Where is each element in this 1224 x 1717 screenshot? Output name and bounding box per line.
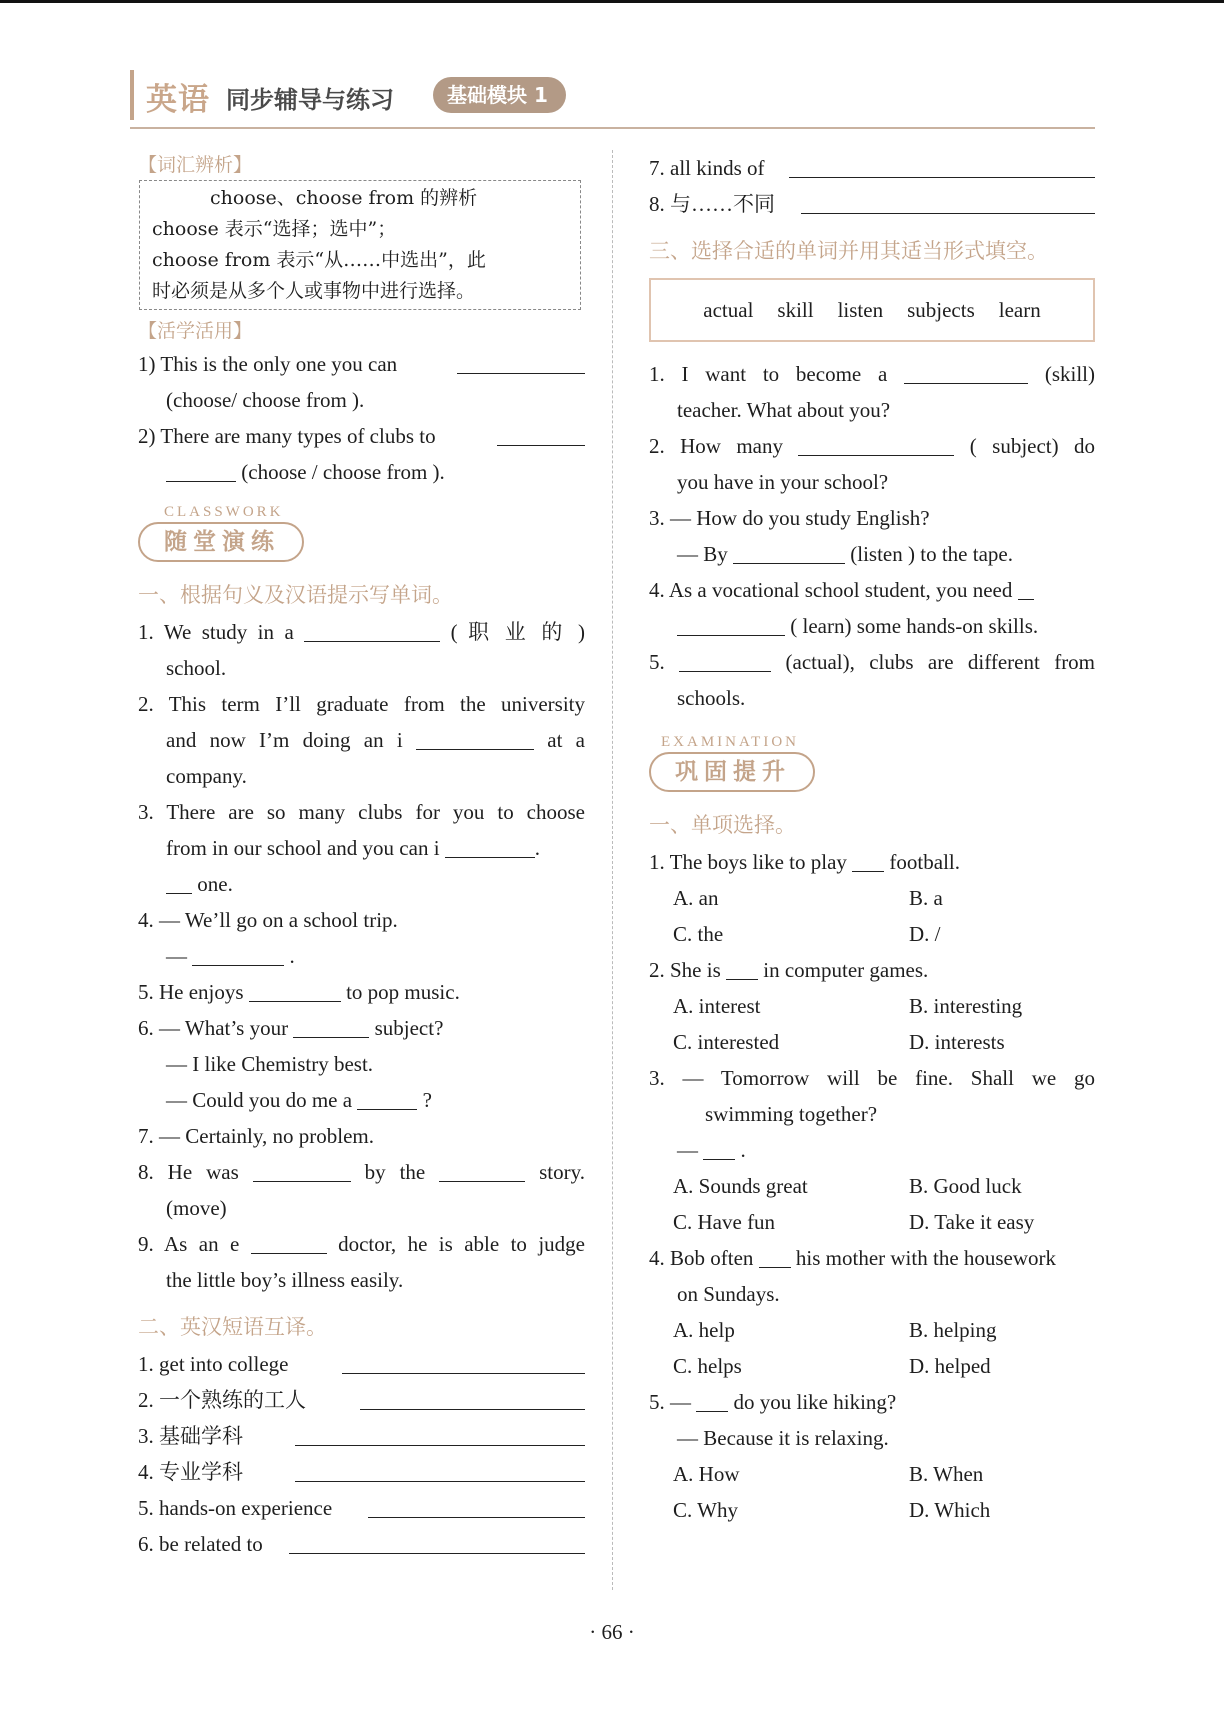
- phrase-item: 7. all kinds of: [649, 150, 1095, 186]
- header-rule: [130, 127, 1095, 129]
- answer-blank[interactable]: [439, 1159, 525, 1182]
- mc-option[interactable]: A. an: [673, 886, 719, 910]
- mc-options: [649, 1492, 1095, 1528]
- section-title: 一、根据句义及汉语提示写单词。: [138, 583, 453, 607]
- question-line: teacher. What about you?: [677, 398, 891, 422]
- mc-option[interactable]: B. a: [909, 886, 943, 910]
- classwork-label-en: CLASSWORK: [164, 504, 284, 520]
- mc-options: [649, 916, 1095, 952]
- question-line: one.: [138, 866, 585, 902]
- mc-option[interactable]: C. helps: [673, 1354, 742, 1378]
- top-border: [0, 0, 1224, 3]
- word-bank: [649, 278, 1095, 342]
- mc-options: [649, 1168, 1095, 1204]
- mc-options: [649, 880, 1095, 916]
- mc-options: [649, 988, 1095, 1024]
- section-title: 一、单项选择。: [649, 813, 796, 837]
- header-subject: 英语: [146, 82, 210, 118]
- mc-option[interactable]: C. interested: [673, 1030, 780, 1054]
- examination-label-en: EXAMINATION: [661, 734, 799, 750]
- question-line: 4. As a vocational school student, you need: [649, 572, 1095, 608]
- question-line: from in our school and you can i .: [166, 836, 541, 860]
- vocab-line: 时必须是从多个人或事物中进行选择。: [152, 280, 476, 302]
- mc-stem: 4. Bob often his mother with the housework: [649, 1246, 1057, 1270]
- answer-blank[interactable]: [696, 1389, 728, 1412]
- question-line: company.: [166, 764, 247, 788]
- question-line: 4. — We’ll go on a school trip.: [138, 908, 398, 932]
- mc-stem: 5. — do you like hiking?: [649, 1390, 897, 1414]
- mc-options: [649, 1024, 1095, 1060]
- mc-stem: 1. The boys like to play football.: [649, 850, 960, 874]
- mc-option[interactable]: B. When: [909, 1462, 984, 1486]
- mc-option[interactable]: B. helping: [909, 1318, 997, 1342]
- question-line: 2. This term I’ll graduate from the university: [138, 692, 585, 716]
- question-line: 8. He was by the story.: [138, 1160, 585, 1184]
- mc-stem: — Because it is relaxing.: [677, 1426, 889, 1450]
- word-bank-item: learn: [998, 297, 1041, 322]
- question-line: 1. We study in a ( 职 业 的 ): [138, 620, 586, 644]
- answer-blank[interactable]: [1018, 577, 1034, 600]
- question-line: — Could you do me a ?: [166, 1088, 432, 1112]
- practice-q1: 1) This is the only one you can: [138, 346, 585, 382]
- mc-stem: on Sundays.: [677, 1282, 780, 1306]
- mc-option[interactable]: A. interest: [673, 994, 761, 1018]
- practice-label: 【活学活用】: [138, 320, 253, 342]
- question-line: 2. How many ( subject) do: [649, 434, 1096, 458]
- phrase-item: 4. 专业学科: [138, 1454, 585, 1490]
- mc-option[interactable]: A. Sounds great: [673, 1174, 808, 1198]
- word-bank-item: listen: [837, 297, 884, 322]
- mc-option[interactable]: C. the: [673, 922, 724, 946]
- right-column: [649, 150, 1095, 1528]
- question-line: you have in your school?: [677, 470, 889, 494]
- answer-blank[interactable]: [304, 619, 440, 642]
- vocab-box: [139, 180, 581, 310]
- answer-blank[interactable]: [416, 727, 534, 750]
- word-bank-item: skill: [777, 297, 814, 322]
- answer-blank[interactable]: [368, 1517, 585, 1518]
- question-line: 5. He enjoys to pop music.: [138, 980, 460, 1004]
- examination-badge: [649, 734, 1095, 806]
- mc-option[interactable]: A. How: [673, 1462, 740, 1486]
- mc-option[interactable]: D. helped: [909, 1354, 991, 1378]
- answer-blank[interactable]: [798, 433, 954, 456]
- answer-blank[interactable]: [726, 957, 758, 980]
- left-column: [138, 150, 585, 1562]
- mc-stem: 2. She is in computer games.: [649, 958, 929, 982]
- mc-option[interactable]: A. help: [673, 1318, 735, 1342]
- classwork-badge: [138, 504, 585, 576]
- answer-blank[interactable]: [249, 979, 341, 1002]
- answer-blank[interactable]: [293, 1015, 369, 1038]
- mc-option[interactable]: B. Good luck: [909, 1174, 1022, 1198]
- mc-options: [649, 1456, 1095, 1492]
- answer-blank[interactable]: [166, 459, 236, 482]
- answer-blank[interactable]: [759, 1245, 791, 1268]
- practice-q2: 2) There are many types of clubs to: [138, 418, 585, 454]
- answer-blank[interactable]: [253, 1159, 351, 1182]
- question-line: school.: [166, 656, 227, 680]
- word-bank-item: actual: [703, 297, 754, 322]
- practice-q2-cont: (choose / choose from ).: [138, 454, 585, 490]
- question-line: 3. There are so many clubs for you to choose: [138, 800, 585, 824]
- vocab-line: choose 表示“选择；选中”；: [152, 218, 397, 240]
- answer-blank[interactable]: [251, 1231, 327, 1254]
- practice-q1-cont: (choose/ choose from ).: [166, 388, 365, 412]
- answer-blank[interactable]: [295, 1481, 585, 1482]
- word-bank-item: subjects: [907, 297, 975, 322]
- mc-option[interactable]: D. interests: [909, 1030, 1005, 1054]
- vocab-line: choose from 表示“从……中选出”，此: [152, 249, 486, 271]
- answer-blank[interactable]: [852, 849, 884, 872]
- phrase-item: 8. 与……不同: [649, 186, 1095, 222]
- page-header: [130, 66, 1095, 132]
- mc-stem: 3. — Tomorrow will be fine. Shall we go: [649, 1066, 1095, 1090]
- mc-option[interactable]: D. Which: [909, 1498, 991, 1522]
- question-line: 3. — How do you study English?: [649, 506, 930, 530]
- answer-blank[interactable]: [289, 1553, 585, 1554]
- question-line: 6. — What’s your subject?: [138, 1016, 444, 1040]
- question-line: — .: [166, 944, 295, 968]
- mc-options: [649, 1348, 1095, 1384]
- header-book-title: 同步辅导与练习: [226, 86, 394, 114]
- page-number: · 66 ·: [589, 1620, 635, 1644]
- answer-blank[interactable]: [733, 541, 845, 564]
- question-line: (move): [166, 1196, 227, 1220]
- mc-option[interactable]: C. Why: [673, 1498, 738, 1522]
- mc-option[interactable]: D. Take it easy: [909, 1210, 1035, 1234]
- mc-option[interactable]: D. /: [909, 922, 941, 946]
- question-line: 9. As an e doctor, he is able to judge: [138, 1232, 585, 1256]
- question-line: 5. (actual), clubs are different from: [649, 650, 1096, 674]
- mc-options: [649, 1204, 1095, 1240]
- phrase-item: 1. get into college: [138, 1346, 585, 1382]
- header-accent-bar: [130, 70, 134, 120]
- classwork-label-cn: 随堂演练: [138, 522, 304, 562]
- answer-blank[interactable]: [904, 361, 1028, 384]
- answer-blank[interactable]: [801, 213, 1095, 214]
- header-module-badge: 基础模块 1: [433, 77, 566, 113]
- answer-blank[interactable]: [360, 1409, 585, 1410]
- mc-stem: — .: [677, 1138, 746, 1162]
- examination-label-cn: 巩固提升: [649, 752, 815, 792]
- phrase-item: 6. be related to: [138, 1526, 585, 1562]
- mc-stem: swimming together?: [705, 1102, 878, 1126]
- question-line: 1. I want to become a (skill): [649, 362, 1096, 386]
- mc-options: [649, 1312, 1095, 1348]
- answer-blank[interactable]: [342, 1373, 585, 1374]
- vocab-label: 【词汇辨析】: [138, 154, 253, 176]
- question-line: the little boy’s illness easily.: [166, 1268, 404, 1292]
- answer-blank[interactable]: [497, 445, 585, 446]
- answer-blank[interactable]: [357, 1087, 417, 1110]
- answer-blank[interactable]: [445, 835, 535, 858]
- column-divider: [612, 150, 613, 1590]
- question-line: — I like Chemistry best.: [166, 1052, 374, 1076]
- section-title: 三、选择合适的单词并用其适当形式填空。: [649, 239, 1048, 263]
- phrase-item: 2. 一个熟练的工人: [138, 1382, 585, 1418]
- section-title: 二、英汉短语互译。: [138, 1315, 327, 1339]
- question-line: schools.: [677, 686, 746, 710]
- question-line: ( learn) some hands-on skills.: [649, 608, 1095, 644]
- answer-blank[interactable]: [679, 649, 771, 672]
- answer-blank[interactable]: [677, 613, 785, 636]
- answer-blank[interactable]: [789, 177, 1095, 178]
- question-line: and now I’m doing an i at a: [166, 728, 586, 752]
- answer-blank[interactable]: [166, 871, 192, 894]
- question-line: 7. — Certainly, no problem.: [138, 1124, 375, 1148]
- mc-option[interactable]: C. Have fun: [673, 1210, 776, 1234]
- phrase-item: 5. hands-on experience: [138, 1490, 585, 1526]
- phrase-item: 3. 基础学科: [138, 1418, 585, 1454]
- answer-blank[interactable]: [457, 373, 585, 374]
- mc-option[interactable]: B. interesting: [909, 994, 1023, 1018]
- question-line: — By (listen ) to the tape.: [677, 542, 1013, 566]
- answer-blank[interactable]: [703, 1137, 735, 1160]
- answer-blank[interactable]: [295, 1445, 585, 1446]
- vocab-line: choose、choose from 的辨析: [210, 187, 478, 209]
- answer-blank[interactable]: [192, 943, 284, 966]
